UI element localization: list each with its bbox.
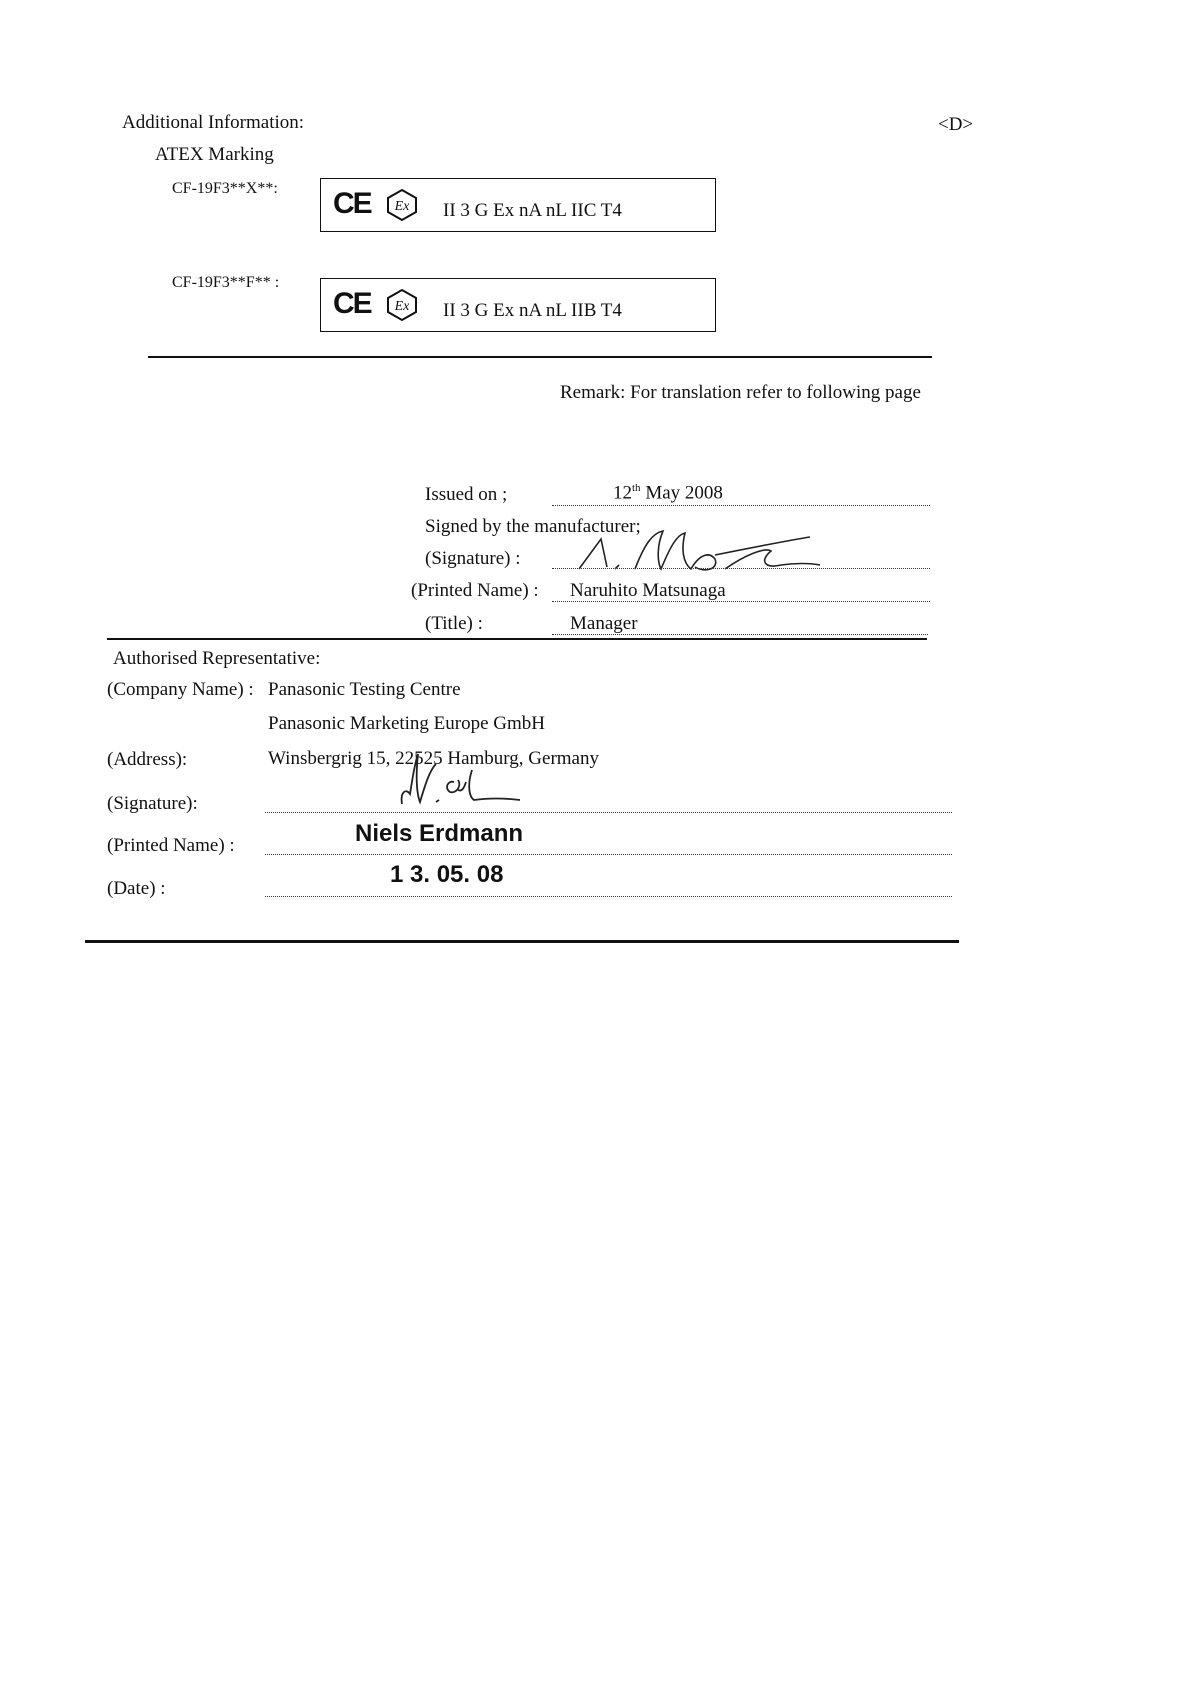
page-mark: <D>	[938, 114, 974, 135]
atex-marking-box	[320, 278, 716, 332]
signature-line	[552, 568, 930, 569]
printed-name-label: (Printed Name) :	[107, 835, 235, 856]
issued-on-label: Issued on ;	[425, 484, 508, 505]
signature-line	[265, 812, 952, 813]
issued-date: 12th May 2008	[613, 482, 723, 504]
signature-label: (Signature):	[107, 793, 198, 814]
company-name-label: (Company Name) :	[107, 679, 254, 700]
company-name-line1: Panasonic Testing Centre	[268, 679, 461, 700]
ce-mark: CE	[333, 287, 371, 320]
representative-signature	[392, 752, 532, 814]
signed-by-label: Signed by the manufacturer;	[425, 516, 641, 537]
authorised-representative-heading: Authorised Representative:	[113, 648, 321, 669]
atex-marking-text: II 3 G Ex nA nL IIB T4	[443, 300, 622, 321]
issued-on-line	[552, 505, 930, 506]
address-value: Winsbergrig 15, 22525 Hamburg, Germany	[268, 748, 599, 769]
svg-text:Ex: Ex	[394, 299, 410, 314]
model-label: CF-19F3**F** :	[172, 274, 280, 291]
bottom-divider	[85, 940, 959, 943]
divider	[148, 356, 932, 358]
signature-label: (Signature) :	[425, 548, 521, 569]
printed-name: Naruhito Matsunaga	[570, 580, 726, 601]
atex-marking-text: II 3 G Ex nA nL IIC T4	[443, 200, 622, 221]
ce-mark: CE	[333, 187, 371, 220]
remark-text: Remark: For translation refer to following page	[560, 382, 921, 403]
date-line	[265, 896, 952, 897]
date-stamp: 1 3. 05. 08	[390, 861, 504, 888]
ex-hexagon-icon	[385, 188, 419, 222]
model-label: CF-19F3**X**:	[172, 180, 278, 197]
title-label: (Title) :	[425, 613, 483, 634]
atex-marking-heading: ATEX Marking	[155, 144, 274, 165]
manufacturer-signature	[575, 525, 835, 580]
ex-hexagon-icon	[385, 288, 419, 322]
printed-name-line	[265, 854, 952, 855]
svg-text:Ex: Ex	[394, 199, 410, 214]
title-line	[552, 634, 928, 635]
printed-name-stamp: Niels Erdmann	[355, 820, 524, 847]
address-label: (Address):	[107, 749, 188, 770]
printed-name-line	[552, 601, 930, 602]
atex-marking-box	[320, 178, 716, 232]
printed-name-label: (Printed Name) :	[411, 580, 539, 601]
additional-information-label: Additional Information:	[122, 112, 305, 133]
title-value: Manager	[570, 613, 638, 634]
divider	[107, 638, 927, 640]
company-name-line2: Panasonic Marketing Europe GmbH	[268, 713, 546, 734]
date-label: (Date) :	[107, 878, 166, 899]
